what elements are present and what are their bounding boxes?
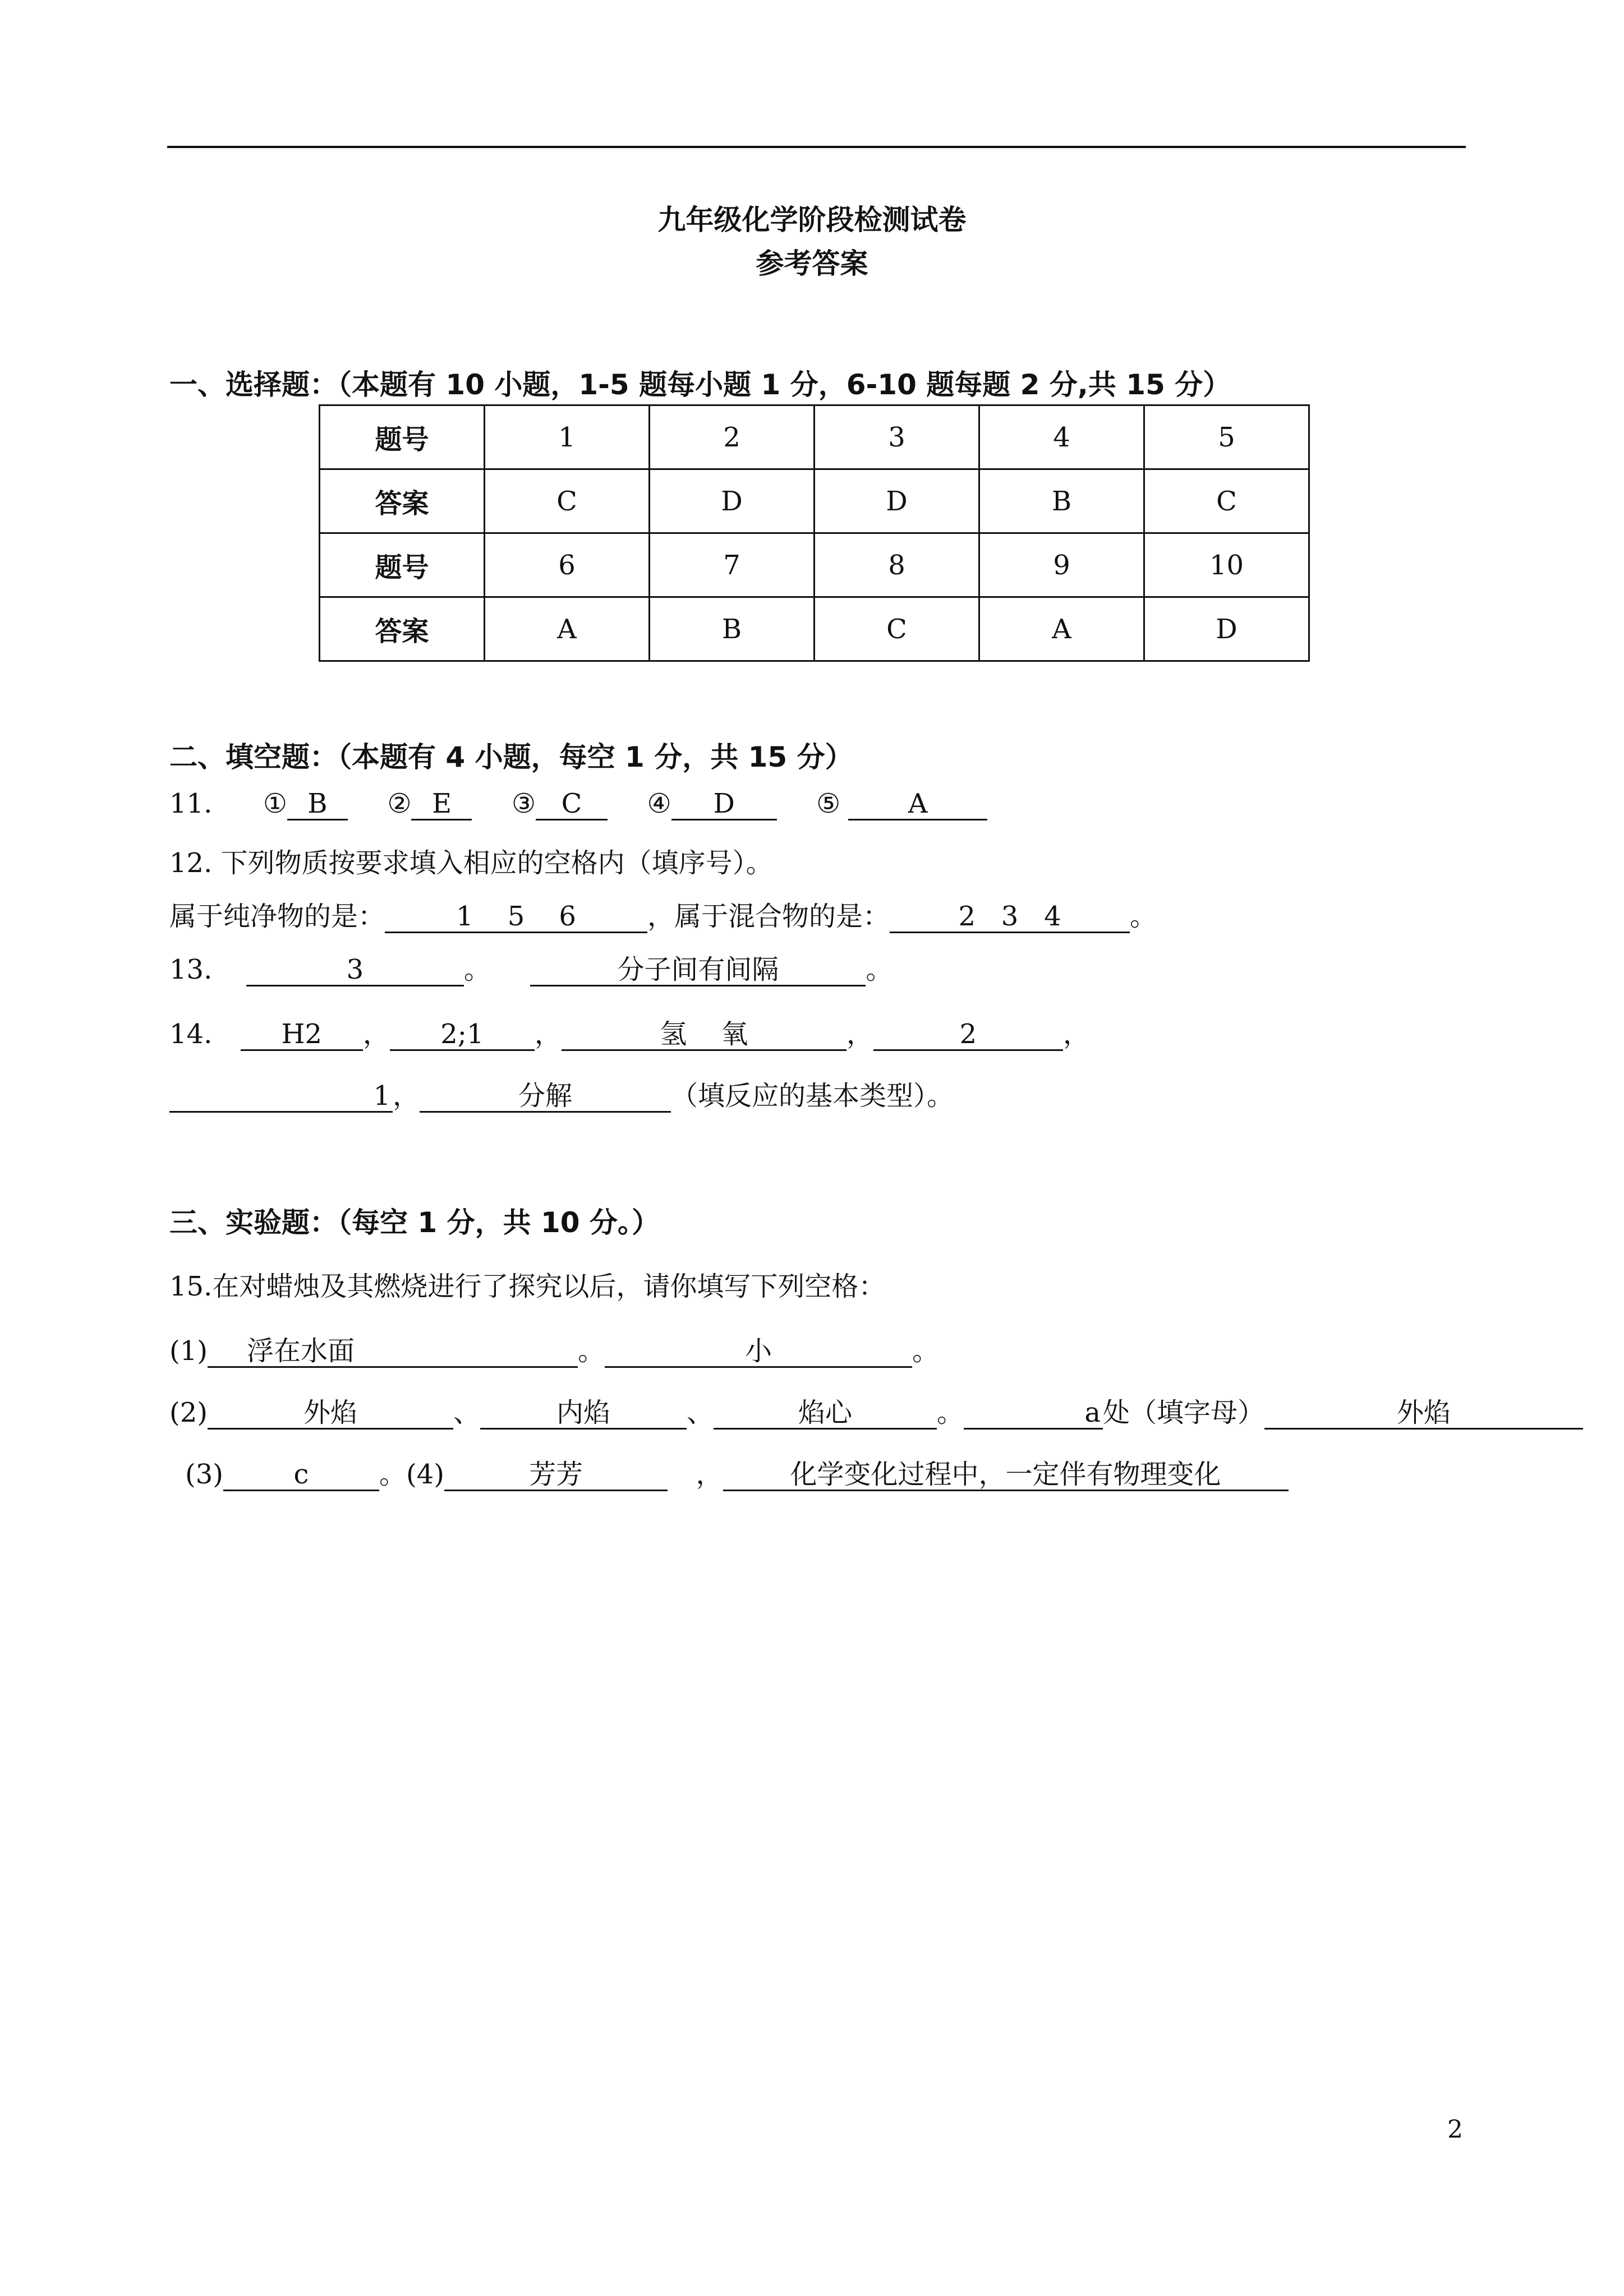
q15-part2-answer-5: 外焰 — [1264, 1398, 1583, 1430]
q14-comma-3: ， — [846, 1018, 873, 1050]
document-subtitle: 参考答案 — [756, 247, 868, 280]
q11-mark-5: ⑤ — [816, 788, 841, 819]
answer-table-row — [320, 469, 1309, 533]
q12-end: 。 — [1130, 901, 1157, 932]
section1-heading: 一、选择题：（本题有 10 小题，1-5 题每小题 1 分，6-10 题每题 2 分,共 15 分） — [169, 368, 1231, 401]
q15-part1-answer-1: 浮在水面 — [208, 1336, 578, 1368]
q11-line — [169, 788, 987, 820]
q15-line: 15.在对蜡烛及其燃烧进行了探究以后，请你填写下列空格： — [169, 1271, 886, 1302]
section3-heading: 三、实验题：（每空 1 分，共 10 分。） — [169, 1206, 660, 1239]
q14-answer-2: 2;1 — [390, 1020, 535, 1051]
q14-answer-3: 氢 氧 — [562, 1020, 846, 1051]
answer-table-cell: 9 — [979, 533, 1144, 597]
q14-tail: （填反应的基本类型）。 — [671, 1080, 954, 1112]
q15-part3-answer-3: 化学变化过程中，一定伴有物理变化 — [723, 1460, 1289, 1491]
q14-answer-1: H2 — [241, 1020, 363, 1051]
q14-line1 — [169, 1012, 1090, 1051]
q12-mix-answer: 2 3 4 — [890, 902, 1130, 933]
answer-table-cell: A — [979, 597, 1144, 661]
q15-part2-answer-4: a — [964, 1398, 1103, 1430]
q14-comma-1: ， — [362, 1018, 390, 1050]
answer-table-cell: C — [485, 469, 650, 533]
q15-part3-mid: 。(4) — [379, 1459, 444, 1490]
page-number: 2 — [1447, 2115, 1463, 2144]
q15-part3-answer-1: c — [223, 1460, 379, 1491]
answer-table-cell: D — [815, 469, 979, 533]
q15-part1-answer-2: 小 — [605, 1336, 912, 1368]
q12-line2 — [169, 895, 1157, 933]
answer-table-header-cell: 题号 — [320, 533, 485, 597]
answer-table-header-cell: 答案 — [320, 597, 485, 661]
answer-table-cell: D — [650, 469, 815, 533]
q13-number: 13. — [169, 954, 213, 985]
answer-table-cell: 10 — [1144, 533, 1309, 597]
q15-part3-comma: ， — [696, 1459, 723, 1490]
q15-part2-mid: 处（填字母） — [1103, 1397, 1265, 1428]
q15-part3-answer-2: 芳芳 — [444, 1460, 668, 1491]
answer-table-cell: A — [485, 597, 650, 661]
answer-table-cell: 8 — [815, 533, 979, 597]
answer-table-cell: 2 — [650, 405, 815, 469]
answer-table-cell: D — [1144, 597, 1309, 661]
q15-part3-label: (3) — [185, 1459, 223, 1490]
q11-mark-2: ② — [387, 788, 412, 819]
q15-part2-answer-2: 内焰 — [480, 1398, 687, 1430]
q15-part3 — [185, 1453, 1289, 1491]
q12-pure-label: 属于纯净物的是： — [169, 901, 385, 932]
q15-part2-d2: 、 — [687, 1397, 714, 1428]
q14-answer-6: 分解 — [420, 1081, 671, 1113]
q11-answer-4: D — [671, 789, 777, 820]
answer-table-cell: C — [1144, 469, 1309, 533]
q15-part1-sep: 。 — [578, 1335, 605, 1367]
q12-mix-label: ，属于混合物的是： — [647, 901, 890, 932]
q15-part1-end: 。 — [912, 1335, 940, 1367]
q15-part2-label: (2) — [169, 1397, 208, 1428]
q11-number: 11. — [169, 788, 213, 819]
answer-table-cell: B — [650, 597, 815, 661]
q11-answer-2: E — [411, 789, 472, 820]
q14-comma-4: ， — [1062, 1018, 1090, 1050]
answer-table-cell: 6 — [485, 533, 650, 597]
q11-mark-3: ③ — [512, 788, 536, 819]
q15-part2-answer-3: 焰心 — [714, 1398, 937, 1430]
q14-number: 14. — [169, 1018, 213, 1050]
q14-comma-5: ， — [393, 1080, 420, 1112]
q14-comma-2: ， — [534, 1018, 562, 1050]
document-title: 九年级化学阶段检测试卷 — [657, 204, 967, 236]
answer-table-row — [320, 405, 1309, 469]
q15-part1 — [169, 1329, 939, 1368]
q14-line2 — [169, 1074, 954, 1113]
q13-sep: 。 — [463, 954, 491, 985]
q13-line — [169, 948, 892, 986]
answer-table-cell: 4 — [979, 405, 1144, 469]
q11-answer-1: B — [287, 789, 348, 820]
q13-answer-1: 3 — [246, 955, 464, 986]
answer-table-cell: B — [979, 469, 1144, 533]
answer-table — [319, 404, 1310, 662]
answer-table-cell: 1 — [485, 405, 650, 469]
q15-part2-d3: 。 — [937, 1397, 964, 1428]
q11-answer-5: A — [848, 789, 987, 820]
answer-table-cell: 7 — [650, 533, 815, 597]
answer-table-cell: 5 — [1144, 405, 1309, 469]
answer-table-header-cell: 题号 — [320, 405, 485, 469]
answer-table-row — [320, 597, 1309, 661]
q13-answer-2: 分子间有间隔 — [530, 955, 866, 986]
section2-heading: 二、填空题：（本题有 4 小题，每空 1 分，共 15 分） — [169, 741, 853, 773]
answer-table-row — [320, 533, 1309, 597]
answer-table-cell: C — [815, 597, 979, 661]
q14-answer-5: 1 — [169, 1081, 393, 1113]
q15-part2-answer-1: 外焰 — [208, 1398, 453, 1430]
header-rule — [167, 146, 1466, 148]
q13-end: 。 — [866, 954, 893, 985]
q12-pure-answer: 1 5 6 — [385, 902, 647, 933]
q15-part1-label: (1) — [169, 1335, 208, 1367]
q11-answer-3: C — [536, 789, 608, 820]
q14-answer-4: 2 — [873, 1020, 1063, 1051]
q15-part2-d1: 、 — [453, 1397, 481, 1428]
q11-mark-4: ④ — [647, 788, 671, 819]
q12-line1: 12. 下列物质按要求填入相应的空格内（填序号）。 — [169, 847, 773, 879]
q11-mark-1: ① — [263, 788, 287, 819]
answer-table-header-cell: 答案 — [320, 469, 485, 533]
answer-table-cell: 3 — [815, 405, 979, 469]
q15-part2 — [169, 1391, 1583, 1430]
